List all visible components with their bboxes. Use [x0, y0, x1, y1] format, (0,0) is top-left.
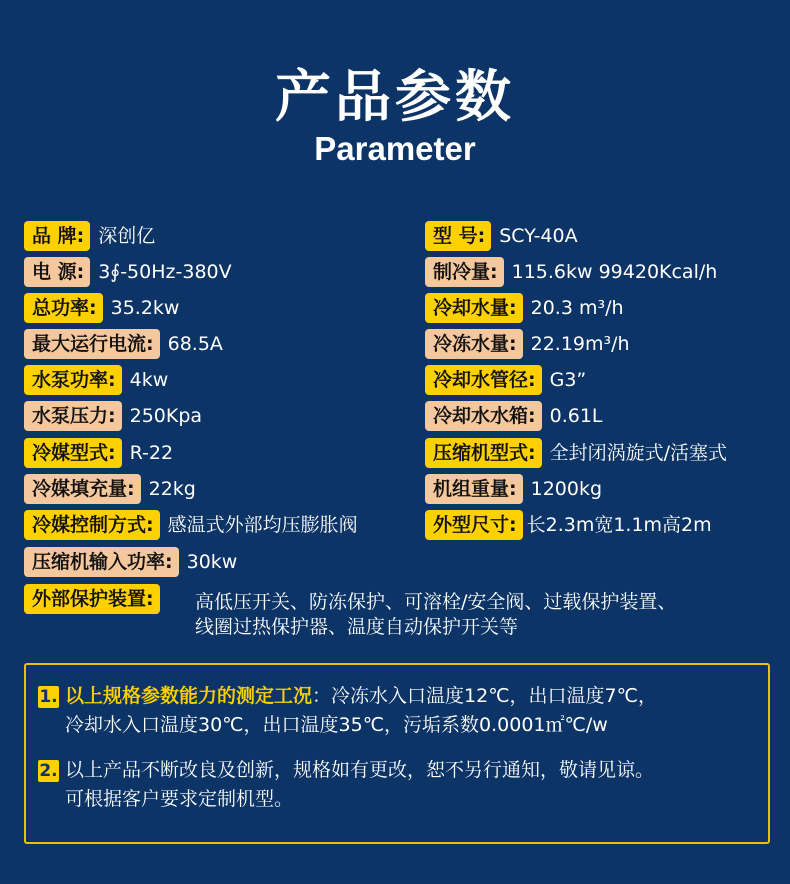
spec-value: R-22 [129, 442, 174, 464]
note-number: 1. [39, 686, 58, 707]
spec-row-power-supply [24, 257, 232, 287]
page-title: 产品参数 [275, 65, 515, 130]
spec-value: 22kg [148, 478, 196, 500]
spec-row-brand [24, 221, 155, 251]
note-2 [38, 756, 654, 814]
spec-value: 长2.3m宽1.1m高2m [526, 514, 712, 536]
spec-value: 深创亿 [98, 225, 156, 247]
spec-label: 机组重量: [425, 474, 523, 504]
spec-label: 冷媒控制方式: [24, 510, 160, 540]
spec-value: 115.6kw 99420Kcal/h [511, 261, 718, 283]
note-number: 2. [39, 760, 58, 781]
note-text: ：冷冻水入口温度12℃，出口温度7℃， [312, 685, 657, 707]
note-1 [38, 682, 657, 740]
spec-row-unit-weight [425, 474, 602, 504]
notes-box [24, 663, 770, 844]
spec-row-max-current [24, 329, 223, 359]
spec-value: 1200kg [530, 478, 603, 500]
spec-row-compressor-type [425, 438, 727, 468]
spec-row-chilled-water-flow [425, 329, 630, 359]
spec-value: 高低压开关、防冻保护、可溶栓/安全阀、过载保护装置、 [195, 591, 677, 613]
spec-value: 0.61L [549, 405, 603, 427]
note-text: 以上产品不断改良及创新，规格如有更改，恕不另行通知，敬请见谅。 [65, 759, 655, 781]
spec-row-cooling-capacity [425, 257, 717, 287]
spec-label: 品 牌: [24, 221, 90, 251]
spec-value: 全封闭涡旋式/活塞式 [549, 442, 728, 464]
spec-label: 水泵压力: [24, 401, 122, 431]
spec-label: 冷冻水量: [425, 329, 523, 359]
page-subtitle: Parameter [314, 130, 476, 167]
spec-label: 型 号: [425, 221, 491, 251]
spec-label: 冷媒型式: [24, 438, 122, 468]
spec-row-dimensions [425, 510, 712, 540]
spec-row-model [425, 221, 578, 251]
spec-row-refrigerant-charge [24, 474, 196, 504]
spec-label: 冷媒填充量: [24, 474, 141, 504]
spec-value: 68.5A [167, 333, 223, 355]
spec-value: 4kw [129, 369, 169, 391]
spec-label: 冷却水量: [425, 293, 523, 323]
spec-row-pump-power [24, 365, 168, 395]
spec-row-cooling-water-flow [425, 293, 624, 323]
spec-row-pipe-diameter [425, 365, 586, 395]
spec-label: 制冷量: [425, 257, 504, 287]
spec-value: 250Kpa [129, 405, 203, 427]
spec-value: G3” [549, 369, 587, 391]
spec-row-compressor-input [24, 547, 237, 577]
spec-label: 压缩机型式: [425, 438, 542, 468]
spec-label: 外型尺寸: [425, 510, 523, 540]
spec-value: SCY-40A [499, 225, 578, 247]
spec-row-total-power [24, 293, 179, 323]
spec-value-cont: 线圈过热保护器、温度自动保护开关等 [195, 616, 519, 638]
spec-label: 水泵功率: [24, 365, 122, 395]
spec-value: 感温式外部均压膨胀阀 [167, 514, 358, 536]
spec-row-pump-pressure [24, 401, 202, 431]
spec-value: 30kw [186, 551, 238, 573]
spec-value: 3∮-50Hz-380V [98, 261, 232, 283]
spec-label: 冷却水水箱: [425, 401, 542, 431]
spec-label: 压缩机输入功率: [24, 547, 179, 577]
spec-label: 总功率: [24, 293, 103, 323]
spec-value: 22.19m³/h [530, 333, 630, 355]
note-heading: 以上规格参数能力的测定工况 [65, 685, 313, 707]
spec-value: 20.3 m³/h [530, 297, 624, 319]
spec-row-protection [24, 584, 160, 614]
spec-row-refrigerant-control [24, 510, 358, 540]
spec-value: 35.2kw [110, 297, 180, 319]
spec-row-water-tank [425, 401, 603, 431]
note-text-cont: 冷却水入口温度30℃，出口温度35℃，污垢系数0.0001㎡℃/w [65, 714, 608, 736]
spec-label: 电 源: [24, 257, 90, 287]
spec-label: 外部保护装置: [24, 584, 160, 614]
spec-row-refrigerant-type [24, 438, 173, 468]
spec-label: 冷却水管径: [425, 365, 542, 395]
protection-value [195, 590, 676, 640]
note-text-cont: 可根据客户要求定制机型。 [65, 788, 294, 810]
spec-label: 最大运行电流: [24, 329, 160, 359]
